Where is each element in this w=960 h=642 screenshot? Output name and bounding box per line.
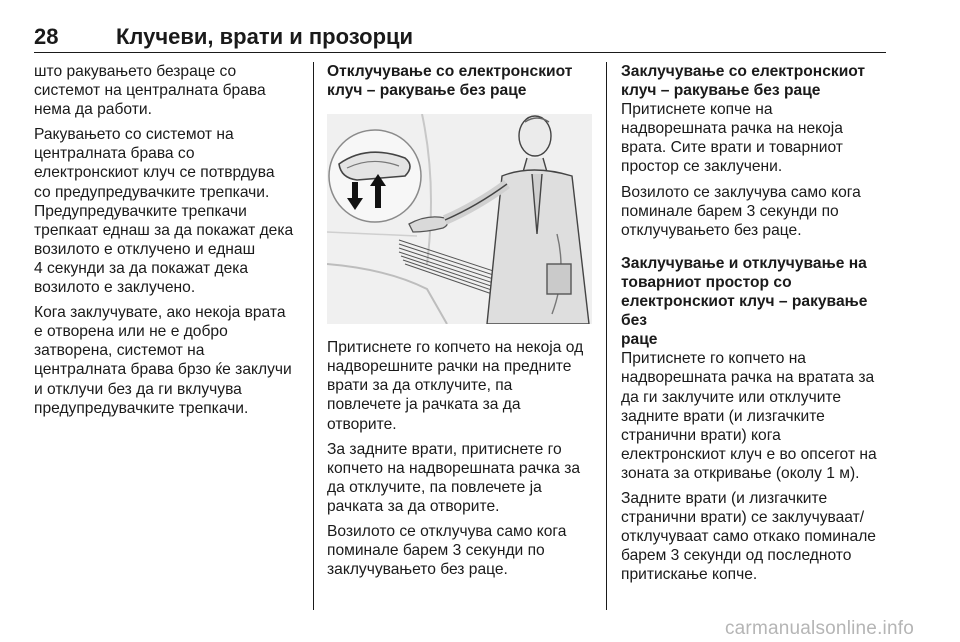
section-heading: Заклучување и отклучување на товарниот простор со електронскиот клуч – ракување без раце [621, 254, 868, 349]
section-heading: Отклучување со електронскиот клуч – ракување без раце [327, 63, 573, 100]
paragraph: Возилото се отклучува само кога поминале барем 3 секунди по заклучувањето без раце. [327, 523, 567, 579]
paragraph: Притиснете копче на надворешната рачка на некоја врата. Сите врати и товарниот простор се заклучени. [621, 101, 843, 176]
paragraph: Притиснете го копчето на надворешната рачка на вратата за да ги заклучите или отклучите задните врати (и лизгачките странични врати) кога електронскиот клуч е во опсегот на зоната за откривање (околу 1 м). [621, 350, 877, 482]
door-handle-illustration [327, 114, 592, 324]
person-figure [445, 116, 589, 324]
illustration-hands-free-unlock [327, 114, 592, 324]
page-header [34, 18, 886, 53]
watermark: carmanualsonline.info [724, 618, 914, 639]
paragraph: За задните врати, притиснете го копчето на надворешната рачка за да отклучите, па повлечете ја рачката за да отворите. [327, 440, 581, 515]
page-title: Клучеви, врати и прозорци [116, 24, 414, 49]
paragraph: Притиснете го копчето на некоја од надворешните рачки на предните врати за да отклучите, па повлечете ја рачката за да отворите. [327, 339, 584, 433]
column-2 [327, 62, 595, 585]
column-divider-2 [606, 62, 607, 610]
paragraph: Возилото се заклучува само кога поминале барем 3 секунди по отклучувањето без раце. [621, 183, 861, 239]
column-3 [621, 62, 889, 590]
column-1 [34, 62, 304, 424]
paragraph: Задните врати (и лизгачките странични врати) се заклучуваат/ отклучуваат само откако поминале барем 3 секунди од последното притискање копче. [621, 489, 876, 584]
column-divider-1 [313, 62, 314, 610]
section-heading: Заклучување со електронскиот клуч – ракување без раце [621, 63, 866, 100]
paragraph: Кога заклучувате, ако некоја врата е отворена или не е добро затворена, системот на централната брава брзо ќе заклучи и отклучи без да ги вклучува предупредувачките трепкачи. [34, 304, 292, 417]
paragraph: Ракувањето со системот на централната брава со електронскиот клуч се потврдува со предупредувачките трепкачи. Предупредувачките трепкачи трепкаат еднаш за да покажат дека возилото е отклучено и еднаш 4 секунди за да покажат дека возилото е заклучено. [34, 126, 294, 297]
paragraph: што ракувањето безраце со системот на централната брава нема да работи. [34, 63, 266, 119]
page-number: 28 [34, 24, 59, 49]
